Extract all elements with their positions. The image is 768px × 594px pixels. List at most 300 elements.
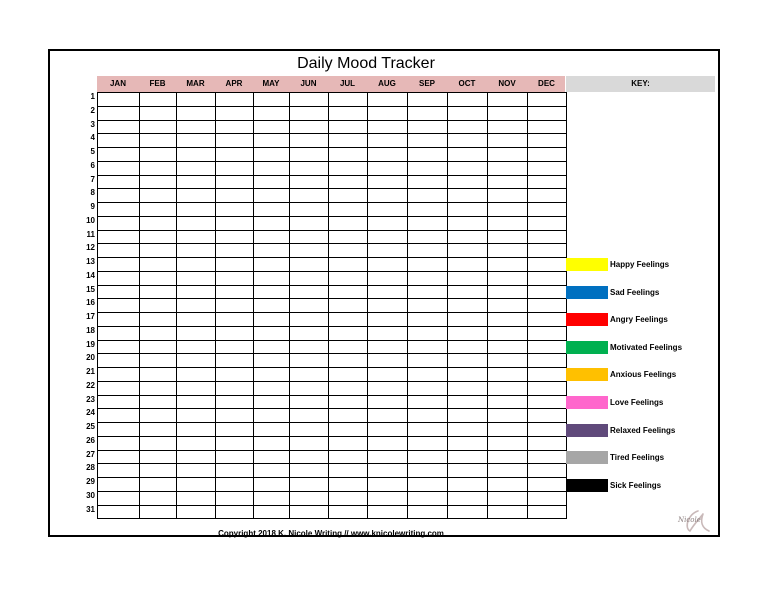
mood-cell[interactable] (408, 161, 448, 175)
mood-cell[interactable] (528, 381, 567, 395)
mood-cell[interactable] (290, 478, 329, 492)
mood-cell[interactable] (177, 120, 216, 134)
mood-cell[interactable] (408, 271, 448, 285)
mood-cell[interactable] (98, 134, 140, 148)
mood-cell[interactable] (290, 464, 329, 478)
mood-cell[interactable] (329, 93, 368, 107)
mood-cell[interactable] (254, 134, 290, 148)
mood-cell[interactable] (140, 203, 177, 217)
mood-cell[interactable] (140, 244, 177, 258)
mood-cell[interactable] (290, 175, 329, 189)
mood-cell[interactable] (488, 161, 528, 175)
mood-cell[interactable] (290, 244, 329, 258)
mood-cell[interactable] (216, 285, 254, 299)
mood-cell[interactable] (290, 285, 329, 299)
mood-cell[interactable] (98, 285, 140, 299)
mood-cell[interactable] (408, 381, 448, 395)
mood-cell[interactable] (140, 134, 177, 148)
mood-cell[interactable] (528, 189, 567, 203)
mood-cell[interactable] (254, 409, 290, 423)
mood-cell[interactable] (528, 423, 567, 437)
mood-cell[interactable] (528, 450, 567, 464)
mood-cell[interactable] (98, 478, 140, 492)
mood-cell[interactable] (98, 258, 140, 272)
mood-cell[interactable] (408, 326, 448, 340)
mood-cell[interactable] (177, 175, 216, 189)
mood-cell[interactable] (488, 409, 528, 423)
mood-cell[interactable] (329, 381, 368, 395)
mood-cell[interactable] (488, 340, 528, 354)
mood-cell[interactable] (368, 175, 408, 189)
mood-cell[interactable] (216, 299, 254, 313)
mood-cell[interactable] (216, 216, 254, 230)
mood-cell[interactable] (98, 216, 140, 230)
mood-cell[interactable] (488, 368, 528, 382)
mood-cell[interactable] (140, 175, 177, 189)
mood-cell[interactable] (254, 299, 290, 313)
mood-cell[interactable] (488, 491, 528, 505)
mood-cell[interactable] (290, 368, 329, 382)
mood-cell[interactable] (528, 230, 567, 244)
mood-cell[interactable] (368, 326, 408, 340)
mood-cell[interactable] (140, 395, 177, 409)
mood-cell[interactable] (177, 491, 216, 505)
mood-cell[interactable] (528, 478, 567, 492)
mood-cell[interactable] (254, 271, 290, 285)
mood-cell[interactable] (488, 271, 528, 285)
mood-cell[interactable] (290, 93, 329, 107)
mood-cell[interactable] (408, 93, 448, 107)
mood-cell[interactable] (140, 326, 177, 340)
mood-cell[interactable] (254, 285, 290, 299)
mood-cell[interactable] (290, 230, 329, 244)
mood-cell[interactable] (368, 436, 408, 450)
mood-cell[interactable] (488, 230, 528, 244)
mood-cell[interactable] (290, 450, 329, 464)
mood-cell[interactable] (368, 313, 408, 327)
mood-cell[interactable] (216, 189, 254, 203)
mood-cell[interactable] (368, 340, 408, 354)
mood-cell[interactable] (408, 120, 448, 134)
mood-cell[interactable] (177, 161, 216, 175)
mood-cell[interactable] (448, 299, 488, 313)
mood-cell[interactable] (488, 203, 528, 217)
mood-cell[interactable] (177, 313, 216, 327)
mood-cell[interactable] (488, 258, 528, 272)
mood-cell[interactable] (254, 368, 290, 382)
mood-cell[interactable] (254, 354, 290, 368)
mood-cell[interactable] (216, 326, 254, 340)
mood-cell[interactable] (177, 134, 216, 148)
mood-cell[interactable] (98, 340, 140, 354)
mood-cell[interactable] (140, 505, 177, 519)
mood-cell[interactable] (98, 175, 140, 189)
mood-cell[interactable] (488, 436, 528, 450)
mood-cell[interactable] (488, 216, 528, 230)
mood-cell[interactable] (329, 175, 368, 189)
mood-cell[interactable] (216, 505, 254, 519)
mood-cell[interactable] (140, 271, 177, 285)
mood-cell[interactable] (177, 381, 216, 395)
mood-cell[interactable] (488, 93, 528, 107)
mood-cell[interactable] (368, 395, 408, 409)
mood-cell[interactable] (290, 340, 329, 354)
mood-cell[interactable] (98, 505, 140, 519)
mood-cell[interactable] (368, 381, 408, 395)
mood-cell[interactable] (528, 120, 567, 134)
mood-cell[interactable] (528, 203, 567, 217)
mood-cell[interactable] (448, 326, 488, 340)
mood-cell[interactable] (368, 271, 408, 285)
mood-cell[interactable] (528, 258, 567, 272)
mood-cell[interactable] (98, 120, 140, 134)
mood-cell[interactable] (177, 203, 216, 217)
mood-cell[interactable] (329, 395, 368, 409)
mood-cell[interactable] (408, 148, 448, 162)
mood-cell[interactable] (254, 505, 290, 519)
mood-cell[interactable] (98, 244, 140, 258)
mood-cell[interactable] (408, 189, 448, 203)
mood-cell[interactable] (368, 478, 408, 492)
mood-cell[interactable] (368, 120, 408, 134)
mood-cell[interactable] (140, 148, 177, 162)
mood-cell[interactable] (216, 381, 254, 395)
mood-cell[interactable] (329, 436, 368, 450)
mood-cell[interactable] (98, 148, 140, 162)
mood-cell[interactable] (448, 423, 488, 437)
mood-cell[interactable] (368, 464, 408, 478)
mood-cell[interactable] (448, 230, 488, 244)
mood-cell[interactable] (368, 189, 408, 203)
mood-cell[interactable] (408, 450, 448, 464)
mood-cell[interactable] (408, 491, 448, 505)
mood-cell[interactable] (290, 134, 329, 148)
mood-cell[interactable] (448, 464, 488, 478)
mood-cell[interactable] (140, 106, 177, 120)
mood-cell[interactable] (216, 120, 254, 134)
mood-cell[interactable] (408, 175, 448, 189)
mood-cell[interactable] (140, 161, 177, 175)
mood-cell[interactable] (254, 436, 290, 450)
mood-cell[interactable] (290, 436, 329, 450)
mood-cell[interactable] (528, 299, 567, 313)
mood-cell[interactable] (368, 203, 408, 217)
mood-cell[interactable] (177, 395, 216, 409)
mood-cell[interactable] (140, 340, 177, 354)
mood-cell[interactable] (528, 313, 567, 327)
mood-cell[interactable] (140, 120, 177, 134)
mood-cell[interactable] (448, 340, 488, 354)
mood-cell[interactable] (528, 340, 567, 354)
mood-cell[interactable] (408, 478, 448, 492)
mood-cell[interactable] (177, 148, 216, 162)
mood-cell[interactable] (177, 285, 216, 299)
mood-cell[interactable] (329, 423, 368, 437)
mood-cell[interactable] (368, 258, 408, 272)
mood-cell[interactable] (140, 258, 177, 272)
mood-cell[interactable] (216, 395, 254, 409)
mood-cell[interactable] (98, 161, 140, 175)
mood-cell[interactable] (98, 354, 140, 368)
mood-cell[interactable] (290, 258, 329, 272)
mood-cell[interactable] (98, 313, 140, 327)
mood-cell[interactable] (177, 423, 216, 437)
mood-cell[interactable] (368, 354, 408, 368)
mood-cell[interactable] (329, 134, 368, 148)
mood-cell[interactable] (290, 505, 329, 519)
mood-cell[interactable] (290, 216, 329, 230)
mood-cell[interactable] (254, 120, 290, 134)
mood-cell[interactable] (488, 505, 528, 519)
mood-cell[interactable] (528, 244, 567, 258)
mood-cell[interactable] (448, 120, 488, 134)
mood-cell[interactable] (177, 409, 216, 423)
mood-cell[interactable] (140, 409, 177, 423)
mood-cell[interactable] (368, 299, 408, 313)
mood-cell[interactable] (216, 478, 254, 492)
mood-cell[interactable] (329, 313, 368, 327)
mood-cell[interactable] (528, 326, 567, 340)
mood-cell[interactable] (98, 299, 140, 313)
mood-cell[interactable] (98, 450, 140, 464)
mood-cell[interactable] (528, 354, 567, 368)
mood-cell[interactable] (290, 120, 329, 134)
mood-cell[interactable] (528, 106, 567, 120)
mood-cell[interactable] (177, 93, 216, 107)
mood-cell[interactable] (254, 230, 290, 244)
mood-cell[interactable] (488, 354, 528, 368)
mood-cell[interactable] (408, 106, 448, 120)
mood-cell[interactable] (290, 326, 329, 340)
mood-cell[interactable] (528, 271, 567, 285)
mood-cell[interactable] (254, 216, 290, 230)
mood-cell[interactable] (177, 326, 216, 340)
mood-cell[interactable] (488, 313, 528, 327)
mood-cell[interactable] (368, 216, 408, 230)
mood-cell[interactable] (254, 423, 290, 437)
mood-cell[interactable] (254, 450, 290, 464)
mood-cell[interactable] (290, 203, 329, 217)
mood-cell[interactable] (448, 216, 488, 230)
mood-cell[interactable] (140, 450, 177, 464)
mood-cell[interactable] (448, 478, 488, 492)
mood-cell[interactable] (329, 299, 368, 313)
mood-cell[interactable] (254, 395, 290, 409)
mood-cell[interactable] (216, 491, 254, 505)
mood-cell[interactable] (254, 175, 290, 189)
mood-cell[interactable] (329, 491, 368, 505)
mood-cell[interactable] (140, 285, 177, 299)
mood-cell[interactable] (368, 450, 408, 464)
mood-cell[interactable] (329, 285, 368, 299)
mood-cell[interactable] (329, 478, 368, 492)
mood-cell[interactable] (329, 271, 368, 285)
mood-cell[interactable] (216, 436, 254, 450)
mood-cell[interactable] (329, 230, 368, 244)
mood-cell[interactable] (408, 230, 448, 244)
mood-cell[interactable] (448, 244, 488, 258)
mood-cell[interactable] (254, 106, 290, 120)
mood-cell[interactable] (216, 368, 254, 382)
mood-cell[interactable] (408, 299, 448, 313)
mood-cell[interactable] (488, 189, 528, 203)
mood-cell[interactable] (368, 134, 408, 148)
mood-cell[interactable] (177, 464, 216, 478)
mood-cell[interactable] (177, 505, 216, 519)
mood-cell[interactable] (488, 299, 528, 313)
mood-cell[interactable] (448, 285, 488, 299)
mood-cell[interactable] (488, 423, 528, 437)
mood-cell[interactable] (290, 381, 329, 395)
mood-cell[interactable] (528, 93, 567, 107)
mood-cell[interactable] (290, 423, 329, 437)
mood-cell[interactable] (290, 299, 329, 313)
mood-cell[interactable] (528, 175, 567, 189)
mood-cell[interactable] (98, 464, 140, 478)
mood-cell[interactable] (216, 134, 254, 148)
mood-cell[interactable] (368, 368, 408, 382)
mood-cell[interactable] (177, 340, 216, 354)
mood-cell[interactable] (528, 161, 567, 175)
mood-cell[interactable] (254, 491, 290, 505)
mood-cell[interactable] (528, 464, 567, 478)
mood-cell[interactable] (329, 244, 368, 258)
mood-cell[interactable] (254, 313, 290, 327)
mood-cell[interactable] (528, 216, 567, 230)
mood-cell[interactable] (254, 326, 290, 340)
mood-cell[interactable] (254, 189, 290, 203)
mood-cell[interactable] (254, 244, 290, 258)
mood-cell[interactable] (329, 258, 368, 272)
mood-cell[interactable] (408, 285, 448, 299)
mood-cell[interactable] (177, 299, 216, 313)
mood-cell[interactable] (448, 450, 488, 464)
mood-cell[interactable] (216, 244, 254, 258)
mood-cell[interactable] (329, 120, 368, 134)
mood-cell[interactable] (98, 93, 140, 107)
mood-cell[interactable] (329, 354, 368, 368)
mood-cell[interactable] (368, 244, 408, 258)
mood-cell[interactable] (329, 450, 368, 464)
mood-cell[interactable] (177, 189, 216, 203)
mood-cell[interactable] (254, 478, 290, 492)
mood-cell[interactable] (216, 148, 254, 162)
mood-cell[interactable] (290, 313, 329, 327)
mood-cell[interactable] (140, 216, 177, 230)
mood-cell[interactable] (528, 436, 567, 450)
mood-cell[interactable] (216, 313, 254, 327)
mood-cell[interactable] (140, 423, 177, 437)
mood-cell[interactable] (368, 423, 408, 437)
mood-cell[interactable] (216, 423, 254, 437)
mood-cell[interactable] (177, 106, 216, 120)
mood-cell[interactable] (488, 106, 528, 120)
mood-cell[interactable] (448, 354, 488, 368)
mood-cell[interactable] (177, 478, 216, 492)
mood-cell[interactable] (177, 258, 216, 272)
mood-cell[interactable] (528, 409, 567, 423)
mood-cell[interactable] (488, 244, 528, 258)
mood-cell[interactable] (528, 395, 567, 409)
mood-cell[interactable] (448, 161, 488, 175)
mood-cell[interactable] (329, 189, 368, 203)
mood-cell[interactable] (408, 216, 448, 230)
mood-cell[interactable] (98, 203, 140, 217)
mood-cell[interactable] (140, 491, 177, 505)
mood-cell[interactable] (177, 216, 216, 230)
mood-cell[interactable] (290, 148, 329, 162)
mood-cell[interactable] (448, 436, 488, 450)
mood-cell[interactable] (488, 120, 528, 134)
mood-cell[interactable] (98, 230, 140, 244)
mood-cell[interactable] (329, 148, 368, 162)
mood-cell[interactable] (448, 395, 488, 409)
mood-cell[interactable] (488, 464, 528, 478)
mood-cell[interactable] (254, 161, 290, 175)
mood-cell[interactable] (177, 436, 216, 450)
mood-cell[interactable] (177, 368, 216, 382)
mood-cell[interactable] (448, 134, 488, 148)
mood-cell[interactable] (448, 368, 488, 382)
mood-cell[interactable] (448, 409, 488, 423)
mood-cell[interactable] (488, 395, 528, 409)
mood-cell[interactable] (528, 134, 567, 148)
mood-cell[interactable] (98, 271, 140, 285)
mood-cell[interactable] (368, 93, 408, 107)
mood-cell[interactable] (290, 491, 329, 505)
mood-cell[interactable] (448, 93, 488, 107)
mood-cell[interactable] (216, 203, 254, 217)
mood-cell[interactable] (216, 175, 254, 189)
mood-cell[interactable] (329, 340, 368, 354)
mood-cell[interactable] (177, 230, 216, 244)
mood-cell[interactable] (408, 395, 448, 409)
mood-cell[interactable] (488, 381, 528, 395)
mood-cell[interactable] (408, 354, 448, 368)
mood-cell[interactable] (98, 368, 140, 382)
mood-cell[interactable] (448, 505, 488, 519)
mood-cell[interactable] (329, 326, 368, 340)
mood-cell[interactable] (177, 271, 216, 285)
mood-cell[interactable] (528, 148, 567, 162)
mood-cell[interactable] (488, 326, 528, 340)
mood-cell[interactable] (408, 203, 448, 217)
mood-cell[interactable] (140, 464, 177, 478)
mood-cell[interactable] (140, 381, 177, 395)
mood-cell[interactable] (290, 106, 329, 120)
mood-cell[interactable] (408, 409, 448, 423)
mood-cell[interactable] (408, 505, 448, 519)
mood-cell[interactable] (98, 326, 140, 340)
mood-cell[interactable] (290, 271, 329, 285)
mood-cell[interactable] (98, 423, 140, 437)
mood-cell[interactable] (254, 381, 290, 395)
mood-cell[interactable] (98, 395, 140, 409)
mood-cell[interactable] (528, 285, 567, 299)
mood-cell[interactable] (177, 354, 216, 368)
mood-cell[interactable] (448, 189, 488, 203)
mood-cell[interactable] (488, 175, 528, 189)
mood-cell[interactable] (290, 409, 329, 423)
mood-cell[interactable] (216, 230, 254, 244)
mood-cell[interactable] (329, 203, 368, 217)
mood-cell[interactable] (448, 258, 488, 272)
mood-cell[interactable] (368, 148, 408, 162)
mood-cell[interactable] (98, 106, 140, 120)
mood-cell[interactable] (408, 134, 448, 148)
mood-cell[interactable] (177, 450, 216, 464)
mood-cell[interactable] (329, 368, 368, 382)
